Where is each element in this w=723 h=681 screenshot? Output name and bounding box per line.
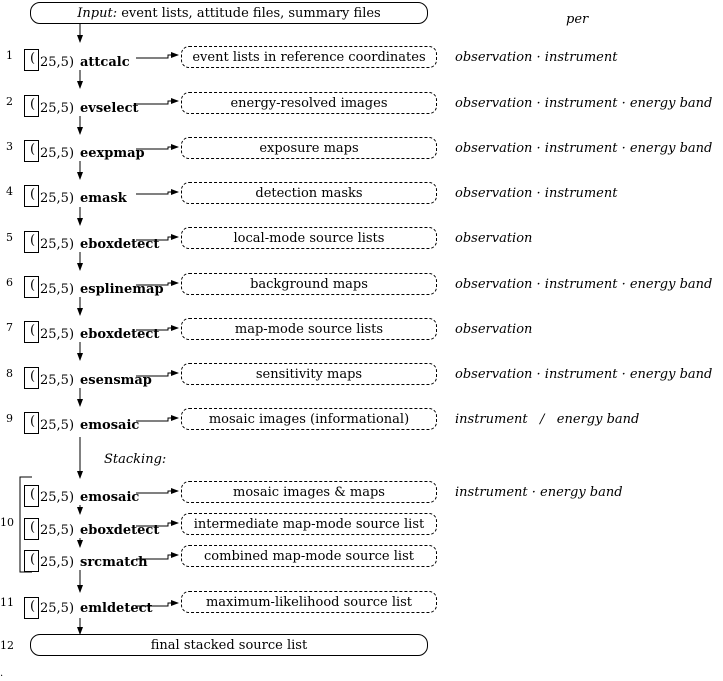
task-name: emask: [80, 191, 127, 206]
task-name: eboxdetect: [80, 327, 160, 342]
tail-mark: .: [0, 668, 4, 679]
step-number: 1: [6, 49, 13, 62]
task-name: emosaic: [80, 490, 140, 505]
task-name: eboxdetect: [80, 523, 160, 538]
output-arrow-4: [136, 192, 178, 194]
step-number: 11: [0, 596, 14, 609]
per-label: observation · instrument: [455, 50, 618, 65]
bracket-open: (: [30, 414, 36, 429]
output-box: event lists in reference coordinates: [181, 46, 437, 68]
output-box: exposure maps: [181, 137, 437, 159]
task-name: esensmap: [80, 373, 152, 388]
bracket-param: 25,5): [40, 490, 75, 505]
step-number: 6: [6, 276, 13, 289]
output-arrow-1: [136, 55, 178, 58]
per-label: observation · instrument · energy band: [455, 141, 713, 156]
per-label: instrument / energy band: [455, 412, 640, 427]
bracket-open: (: [30, 487, 36, 502]
task-name: srcmatch: [80, 555, 148, 570]
step-number: 12: [0, 639, 14, 652]
bracket-param: 25,5): [40, 327, 75, 342]
bracket-param: 25,5): [40, 418, 75, 433]
output-arrow-9: [136, 418, 178, 421]
bracket-open: (: [30, 552, 36, 567]
step-number: 10: [0, 516, 14, 529]
bracket-param: 25,5): [40, 555, 75, 570]
input-label: Input:: [77, 5, 118, 21]
output-box: energy-resolved images: [181, 92, 437, 114]
output-box: mosaic images (informational): [181, 408, 437, 430]
output-box: intermediate map-mode source list: [181, 513, 437, 535]
bracket-open: (: [30, 323, 36, 338]
final-output-box: final stacked source list: [30, 634, 428, 656]
task-name: esplinemap: [80, 282, 164, 297]
task-name: emosaic: [80, 418, 140, 433]
step-number: 8: [6, 367, 13, 380]
step-number: 4: [6, 185, 13, 198]
output-arrow-10a: [136, 491, 178, 493]
bracket-open: (: [30, 233, 36, 248]
bracket-param: 25,5): [40, 101, 75, 116]
output-box: mosaic images & maps: [181, 481, 437, 503]
bracket-open: (: [30, 599, 36, 614]
bracket-open: (: [30, 142, 36, 157]
bracket-param: 25,5): [40, 282, 75, 297]
task-name: eexpmap: [80, 146, 145, 161]
bracket-open: (: [30, 369, 36, 384]
per-header: per: [566, 12, 589, 27]
input-text: event lists, attitude files, summary files: [121, 5, 381, 21]
output-box: combined map-mode source list: [181, 545, 437, 567]
bracket-param: 25,5): [40, 55, 75, 70]
per-label: observation · instrument: [455, 186, 618, 201]
output-box: sensitivity maps: [181, 363, 437, 385]
output-box: maximum-likelihood source list: [181, 591, 437, 613]
bracket-param: 25,5): [40, 237, 75, 252]
bracket-open: (: [30, 278, 36, 293]
step-number: 5: [6, 231, 13, 244]
bracket-open: (: [30, 187, 36, 202]
input-box: [30, 2, 428, 24]
per-label: instrument · energy band: [455, 485, 623, 500]
bracket-param: 25,5): [40, 373, 75, 388]
stacking-label: Stacking:: [104, 452, 167, 467]
per-label: observation: [455, 322, 533, 337]
bracket-open: (: [30, 520, 36, 535]
per-label: observation · instrument · energy band: [455, 367, 713, 382]
output-box: map-mode source lists: [181, 318, 437, 340]
step-number: 2: [6, 95, 13, 108]
output-box: background maps: [181, 273, 437, 295]
bracket-param: 25,5): [40, 523, 75, 538]
output-box: local-mode source lists: [181, 227, 437, 249]
task-name: emldetect: [80, 601, 153, 616]
per-label: observation: [455, 231, 533, 246]
output-arrow-2: [136, 101, 178, 104]
bracket-param: 25,5): [40, 601, 75, 616]
task-name: evselect: [80, 101, 139, 116]
task-name: attcalc: [80, 55, 130, 70]
step-number: 3: [6, 140, 13, 153]
per-label: observation · instrument · energy band: [455, 96, 713, 111]
per-label: observation · instrument · energy band: [455, 277, 713, 292]
output-box: detection masks: [181, 182, 437, 204]
step-number: 9: [6, 412, 13, 425]
bracket-param: 25,5): [40, 191, 75, 206]
bracket-param: 25,5): [40, 146, 75, 161]
task-name: eboxdetect: [80, 237, 160, 252]
bracket-open: (: [30, 97, 36, 112]
bracket-open: (: [30, 51, 36, 66]
step-number: 7: [6, 321, 13, 334]
